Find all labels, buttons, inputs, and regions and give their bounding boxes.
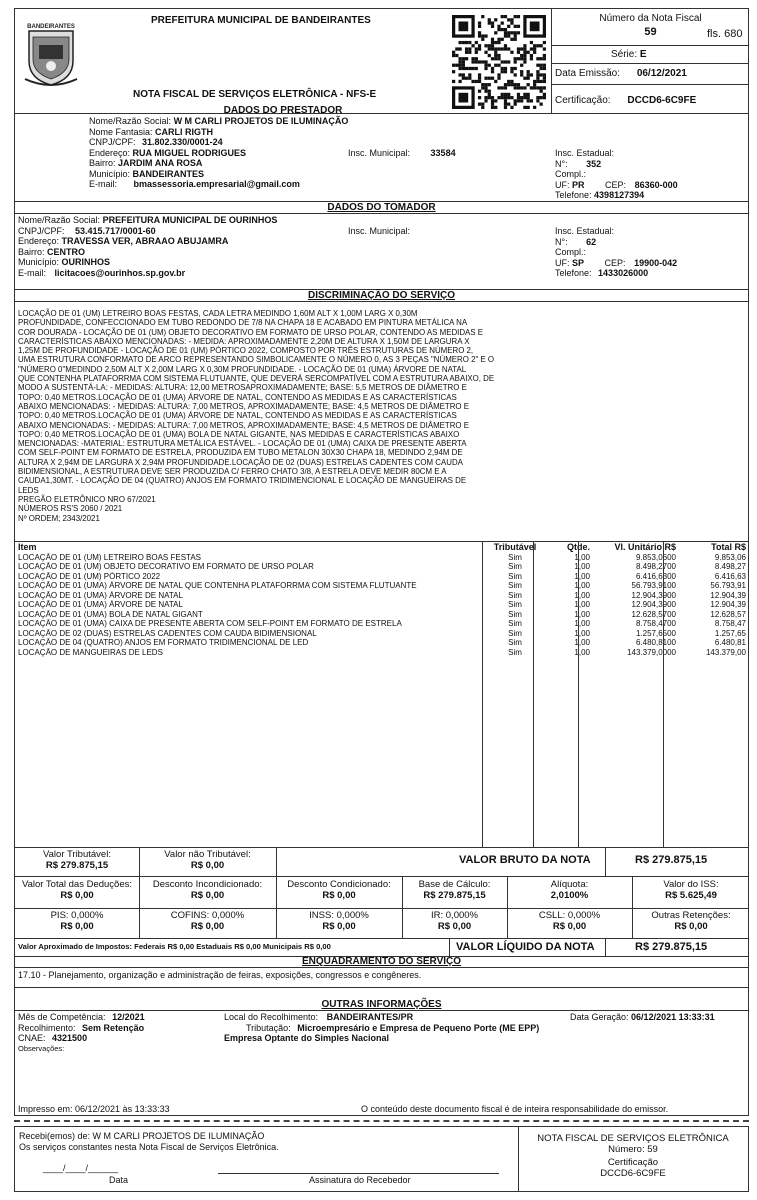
items-table <box>18 543 746 657</box>
valor-nao-tributavel: R$ 0,00 <box>190 860 225 871</box>
cell-item: LOCAÇÃO DE 01 (UMA) ÁRVORE DE NATAL QUE CONTENHA PLATAFORRMA COM SISTEMA FLUTUANTE <box>18 581 417 590</box>
discriminacao-line: BIDIMENSIONAL, A ESTRUTURA DEVE SER PRODUZIDA C/ FERRO CHATO 3/8, A ESTRELA DEVE MEDIR 80CM E A <box>18 467 447 477</box>
logo-text: BANDEIRANTES <box>27 24 75 30</box>
tomador-im-label: Insc. Municipal: <box>348 226 411 236</box>
cell-qtd: 1,00 <box>574 647 590 657</box>
simples-nacional: Empresa Optante do Simples Nacional <box>224 1033 390 1043</box>
tear-line <box>14 1120 749 1122</box>
responsabilidade-note: O conteúdo deste documento fiscal é de inteira responsabilidade do emissor. <box>361 1104 669 1114</box>
table-row <box>18 638 746 648</box>
discriminacao-line: Nº ORDEM; 2343/2021 <box>18 513 100 523</box>
valor-inss: R$ 0,00 <box>322 921 356 932</box>
cell-qtd: 1,00 <box>574 581 590 590</box>
table-row <box>18 591 746 601</box>
discriminacao-line: UMA ESTRUTURA CONFORMATO DE ARCO REPRESENTANDO SIMBOLICAMENTE O NÚMERO 0, AS 3 PEÇAS "NÚMERO 2" E O <box>18 355 495 365</box>
numero-value: 59 <box>644 26 657 38</box>
cell-unit: 56.793,9100 <box>631 581 676 590</box>
cnae: 4321500 <box>52 1033 88 1043</box>
cell-unit: 1.257,6500 <box>635 628 676 638</box>
discriminacao-line: 1,25M DE PROFUNDIDADE - LOCAÇÃO DE 01 (UM) PÓRTICO 2022, COMPOSTO POR TRÊS ESTRUTURAS DE NÚMERO 2, <box>18 346 474 356</box>
cell-unit: 12.904,3900 <box>631 600 676 609</box>
document-title: NOTA FISCAL DE SERVIÇOS ELETRÔNICA - NFS-E <box>133 89 377 100</box>
cell-total: 8.498,27 <box>714 562 746 571</box>
tomador-left: Nome/Razão Social: PREFEITURA MUNICIPAL DE OURINHOS CNPJ/CPF: 53.415.717/0001-60 Endereço: TRAVESSA VER, ABRAAO ABUJAMRA Bairro: CENTRO Município: OURINHOS E-mail: licitacoes@ourinhos.sp.gov.br <box>18 215 278 278</box>
numero-label: Número da Nota Fiscal <box>599 13 702 24</box>
recibo-box <box>14 1126 749 1192</box>
cell-qtd: 1,00 <box>574 600 590 609</box>
table-row <box>18 572 746 582</box>
data-geracao: 06/12/2021 13:33:31 <box>631 1012 715 1022</box>
prestador-im: 33584 <box>430 148 456 158</box>
data-label: Data <box>109 1175 129 1185</box>
discriminacao-line: ABAIXO MENCIONADAS: - MEDIDAS: ALTURA: 7,00 METROS, APROXIMADAMENTE; BASE: 4,5 METROS DE DIÂMETRO E <box>18 401 470 411</box>
discriminacao-line: CARACTERÍSTICAS ABAIXO MENCIONADAS: - MEDIDA: APROXIMADAMENTE 2,20M DE ALTURA X 1,50M DE LARGURA X <box>18 336 470 346</box>
table-row <box>18 600 746 610</box>
table-row <box>18 648 746 658</box>
table-row <box>18 610 746 620</box>
desconto-incondicionado: R$ 0,00 <box>190 890 225 901</box>
cert-label: Certificação: <box>555 95 611 106</box>
discriminacao-line: ABAIXO MENCIONADAS: - MEDIDAS: ALTURA: 7,00 METROS, APROXIMADAMENTE; BASE: 4,5 METROS DE DIÂMETRO E <box>18 420 470 430</box>
cert-value: DCCD6-6C9FE <box>627 95 697 106</box>
cell-unit: 8.498,2700 <box>635 562 676 571</box>
prefeitura-name: PREFEITURA MUNICIPAL DE BANDEIRANTES <box>151 15 371 26</box>
prestador-nome: W M CARLI PROJETOS DE ILUMINAÇÃO <box>173 116 349 126</box>
data-field[interactable]: ____/____/______ <box>43 1163 119 1173</box>
discriminacao-line: COR DOURADA - LOCAÇÃO DE 01 (UM) OBJETO DECORATIVO EM FORMATO DE URSO POLAR, CONTENDO AS MEDIDAS E <box>18 327 484 337</box>
cell-trib: Sim <box>508 552 522 562</box>
cell-total: 6.416,63 <box>714 571 746 581</box>
valor-ir: R$ 0,00 <box>437 921 472 932</box>
municipal-logo <box>21 19 81 89</box>
cell-trib: Sim <box>508 590 522 600</box>
discriminacao-line: MENCIONADAS: -MATERIAL: ESTRUTURA METÁLICA ESTÁVEL. - LOCAÇÃO DE 01 (UMA) CAIXA DE PRESENTE ABERTA <box>18 439 467 449</box>
emissao-value: 06/12/2021 <box>636 68 687 79</box>
page-stamp: fls. 680 <box>707 28 743 40</box>
tomador-bairro: CENTRO <box>47 246 86 257</box>
cell-trib: Sim <box>508 619 522 628</box>
prestador-endereco: RUA MIGUEL RODRIGUES <box>132 147 247 158</box>
discriminacao-line: PREGÃO ELETRÔNICO NRO 67/2021 <box>18 494 156 504</box>
valor-pis: R$ 0,00 <box>60 921 94 932</box>
outras-left: Mês de Competência: 12/2021 Recolhimento: Sem Retenção CNAE: 4321500 Observações: <box>18 1012 145 1053</box>
desconto-condicionado: R$ 0,00 <box>322 890 356 901</box>
recolhimento: Sem Retenção <box>82 1022 145 1033</box>
cell-trib: Sim <box>508 581 522 590</box>
serie-value: E <box>639 49 647 60</box>
tomador-nome: PREFEITURA MUNICIPAL DE OURINHOS <box>102 215 278 225</box>
tomador-cnpj: 53.415.717/0001-60 <box>75 225 156 236</box>
cell-trib: Sim <box>508 647 522 657</box>
valor-bruto: R$ 279.875,15 <box>635 854 708 866</box>
cell-qtd: 1,00 <box>574 590 590 600</box>
cell-trib: Sim <box>508 600 522 609</box>
valor-liquido: R$ 279.875,15 <box>635 941 708 953</box>
cell-unit: 6.480,8100 <box>635 638 676 647</box>
valor-liquido-label: VALOR LÍQUIDO DA NOTA <box>456 941 595 953</box>
assinatura-line[interactable] <box>218 1173 499 1174</box>
valor-cofins: R$ 0,00 <box>190 921 225 932</box>
discriminacao-line: MODO A SUSTENTÁ-LA: - MEDIDAS: ALTURA: 12,00 METROSAPROXIMADAMENTE; BASE: 5,5 METROS DE DIÂMETRO E <box>18 383 467 393</box>
cell-total: 143.379,00 <box>705 647 746 657</box>
impresso-em: Impresso em: 06/12/2021 às 13:33:33 <box>18 1104 170 1114</box>
discriminacao-line: COM SELF-POINT EM FORMATO DE ESTRELA, PRODUZIDA EM TUBO METALON 30X30 CHAPA 18, MEDINDO 2,94M DE <box>18 448 463 458</box>
cell-trib: Sim <box>508 562 522 571</box>
tomador-numero: 62 <box>586 236 597 247</box>
cell-item: LOCAÇÃO DE MANGUEIRAS DE LEDS <box>18 647 163 657</box>
tomador-telefone: 1433026000 <box>598 268 649 279</box>
cell-qtd: 1,00 <box>574 571 590 581</box>
cell-qtd: 1,00 <box>574 638 590 647</box>
emissao-label: Data Emissão: <box>555 68 621 79</box>
prestador-right: Insc. Estadual: N°: 352 Compl.: UF: PR CEP: 86360-000 Telefone: 4398127394 <box>555 148 678 200</box>
prestador-numero: 352 <box>586 158 602 169</box>
discriminacao-line: CAUDA1,30MT. - LOCAÇÃO DE 04 (QUATRO) ANJOS EM FORMATO TRIDIMENCIONAL E LOCAÇÃO DE MANGUEIRAS DE <box>18 476 467 486</box>
prestador-cep: 86360-000 <box>634 179 678 190</box>
discriminacao-line: TOPO: 0,40 METROS.LOCAÇÃO DE 01 (UMA) BOLA DE NATAL GIGANTE, NAS MEDIDAS E CARACTERÍSTICAS ABAIXO <box>18 429 460 439</box>
cell-item: LOCAÇÃO DE 01 (UM) PÓRTICO 2022 <box>18 571 161 581</box>
cell-item: LOCAÇÃO DE 04 (QUATRO) ANJOS EM FORMATO TRIDIMENCIONAL DE LED <box>18 638 309 647</box>
cell-trib: Sim <box>508 609 522 619</box>
cell-trib: Sim <box>508 628 522 638</box>
observacoes-label: Observações: <box>18 1043 65 1053</box>
cell-unit: 143.379,0000 <box>627 647 676 657</box>
recibo-line2: Os serviços constantes nesta Nota Fiscal de Serviços Eletrônica. <box>19 1142 279 1152</box>
table-row <box>18 619 746 629</box>
discriminacao-line: QUE CONTENHA PLATAFORRMA COM SISTEMA FLUTUANTE, QUE DEVERÁ SERCOMPATÍVEL COM A ESTRUTURA ABAIXO, DE <box>18 374 495 384</box>
valor-csll: R$ 0,00 <box>552 921 587 932</box>
discriminacao-line: TOPO: 0,40 METROS.LOCAÇÃO DE 01 (UMA) ÁRVORE DE NATAL, CONTENDO AS MEDIDAS E AS CARACTERÍSTICAS <box>18 392 457 402</box>
cell-total: 56.793,91 <box>710 581 746 590</box>
valor-iss: R$ 5.625,49 <box>665 890 717 901</box>
cell-trib: Sim <box>508 571 522 581</box>
table-row <box>18 553 746 563</box>
nfse-document: BANDEIRANTES PREFEITURA MUNICIPAL DE BANDEIRANTES NOTA FISCAL DE SERVIÇOS ELETRÔNICA - NFS-E Número da Nota Fiscal 59 fls. 680 Série: E Data Emissão: 06/12/2021 Certificação: DCCD6-6C9FE DADOS DO PRESTADOR Nome/Razão Social: W M CARLI PROJETOS DE ILUMINAÇÃO Nome Fantasia: CARLI RIGTH CNPJ/CPF: 31.802.330/0001-24 Endereço: RUA MIGUEL RODRIGUES Bairro: JARDIM ANA ROSA Município: BANDEIRANTES E-mail: bmassessoria.empresarial@gmail.com Insc. Municipal: 33584 Insc. Estadual: N°: 352 Compl.: UF: PR CEP: 86360-000 Telefone: 4398127394 DADOS DO TOMADOR Nome/Razão Social: PREFEITURA MUNICIPAL DE OURINHOS CNPJ/CPF: 53.415.717/0001-60 Endereço: TRAVESSA VER, ABRAAO ABUJAMRA Bairro: CENTRO Município: OURINHOS E-mail: licitacoes@ourinhos.sp.gov.br Insc. Municipal: Insc. Estadual: N°: 62 Compl.: UF: SP CEP: 19900-042 Telefone: 1433026000 DISCRIMINAÇÃO DO SERVIÇO LOCAÇÃO DE 01 (UM) LETREIRO BOAS FESTAS, CADA LETRA MEDINDO 1,60M ALT X 1,00M LARG X 0,30M PROFUNDIDADE, CONFECCIONADO EM TUBO REDONDO DE 7/8 NA CHAPA 18 E ACABADO EM PINTURA METÁLICA NA COR DOURADA - LOCAÇÃO DE 01 (UM) OBJETO DECORATIVO EM FORMATO DE URSO POLAR, CONTENDO AS MEDIDAS E CARACTERÍSTICAS ABAIXO MENCIONADAS: - MEDIDA: APROXIMADAMENTE 2,20M DE ALTURA X 1,50M DE LARGURA X 1,25M DE PROFUNDIDADE - LOCAÇÃO DE 01 (UM) PÓRTICO 2022, COMPOSTO POR TRÊS ESTRUTURAS DE NÚMERO 2, UMA ESTRUTURA CONFORMATO DE ARCO REPRESENTANDO SIMBOLICAMENTE O NÚMERO 0, AS 3 PEÇAS "NÚMERO 2" E O "NÚMERO 0"MEDINDO 2,50M ALT X 2,00M LARG X 0,30M PROFUNDIDADE. - LOCAÇÃO DE 01 (UMA) ÁRVORE DE NATAL QUE CONTENHA PLATAFORRMA COM SISTEMA FLUTUANTE, QUE DEVERÁ SERCOMPATÍVEL COM A ESTRUTURA ABAIXO, DE MODO A SUSTENTÁ-LA: - MEDIDAS: ALTURA: 12,00 METROSAPROXIMADAMENTE; BASE: 5,5 METROS DE DIÂMETRO E TOPO: 0,40 METROS.LOCAÇÃO DE 01 (UMA) ÁRVORE DE NATAL, CONTENDO AS MEDIDAS E AS CARACTERÍSTICAS ABAIXO MENCIONADAS: - MEDIDAS: ALTURA: 7,00 METROS, APROXIMADAMENTE; BASE: 4,5 METROS DE DIÂMETRO E TOPO: 0,40 METROS.LOCAÇÃO DE 01 (UMA) ÁRVORE DE NATAL, CONTENDO AS MEDIDAS E AS CARACTERÍSTICAS ABAIXO MENCIONADAS: - MEDIDAS: ALTURA: 7,00 METROS, APROXIMADAMENTE; BASE: 4,5 METROS DE DIÂMETRO E TOPO: 0,40 METROS.LOCAÇÃO DE 01 (UMA) BOLA DE NATAL GIGANTE, NAS MEDIDAS E CARACTERÍSTICAS ABAIXO MENCIONADAS: -MATERIAL: ESTRUTURA METÁLICA ESTÁVEL. - LOCAÇÃO DE 01 (UMA) CAIXA DE PRESENTE ABERTA COM SELF-POINT EM FORMATO DE ESTRELA, PRODUZIDA EM TUBO METALON 30X30 CHAPA 18, MEDINDO 2,94M DE ALTURA X 2,94M DE LARGURA X 2,94M PROFUNDIDADE.LOCAÇÃO DE 02 (DUAS) ESTRELAS CADENTES COM CAUDA BIDIMENSIONAL, A ESTRUTURA DEVE SER PRODUZIDA C/ FERRO CHATO 3/8, A ESTRELA DEVE MEDIR 80CM E A CAUDA1,30MT. - LOCAÇÃO DE 04 (QUATRO) ANJOS EM FORMATO TRIDIMENCIONAL E LOCAÇÃO DE MANGUEIRAS DE LEDS PREGÃO ELETRÔNICO NRO 67/2021 NÚMEROS RS'S 2060 / 2021 Nº ORDEM; 2343/2021 Item Tributável Qtde. Vl. Unitário R$ Total R$ LOCAÇÃO DE 01 (UM) LETREIRO BOAS FESTAS Sim 1,00 9.853,0600 9.853,06 LOCAÇÃO DE 01 (UM) OBJETO DECORATIVO EM FORMATO DE URSO POLAR Sim 1,00 8.498,2700 8.498,27 LOCAÇÃO DE 01 (UM) PÓRTICO 2022 Sim 1,00 6.416,6300 6.416,63 LOCAÇÃO DE 01 (UMA) ÁRVORE DE NATAL QUE CONTENHA PLATAFORRMA COM SISTEMA FLUTUANTE Sim 1,00 56.793,9100 56.793,91 LOCAÇÃO DE 01 (UMA) ÁRVORE DE NATAL Sim 1,00 12.904,3900 12.904,39 LOCAÇÃO DE 01 (UMA) ÁRVORE DE NATAL Sim 1,00 12.904,3900 12.904,39 LOCAÇÃO DE 01 (UMA) BOLA DE NATAL GIGANT Sim 1,00 12.628,5700 12.628,57 LOCAÇÃO DE 01 (UMA) CAIXA DE PRESENTE ABERTA COM SELF-POINT EM FORMATO DE ESTRELA Sim 1,00 8.758,4700 8.758,47 LOCAÇÃO DE 02 (DUAS) ESTRELAS CADENTES COM CAUDA BIDIMENSIONAL Sim 1,00 1.257,6500 1.257,65 LOCAÇÃO DE 04 (QUATRO) ANJOS EM FORMATO TRIDIMENCIONAL DE LED Sim 1,00 6.480,8100 6.480,81 LOCAÇÃO DE MANGUEIRAS DE LEDS Sim 1,00 143.379,0000 143.379,00 Valor Tributável: R$ 279.875,15 Valor não Tributável: R$ 0,00 VALOR BRUTO DA NOTA R$ 279.875,15 Valor Total das Deduções: R$ 0,00 Desconto Incondicionado: R$ 0,00 Desconto Condicionado: R$ 0,00 Base de Cálculo: R$ 279.875,15 Alíquota: 2,0100% Valor do ISS: R$ 5.625,49 PIS: 0,000% R$ 0,00 COFINS: 0,000% R$ 0,00 INSS: 0,000% R$ 0,00 IR: 0,000% R$ 0,00 CSLL: 0,000% R$ 0,00 Outras Retenções: R$ 0,00 Valor Aproximado de Impostos: Federais R$ 0,00 Estaduais R$ 0,00 Municipais R$ 0,00 VALOR LÍQUIDO DA NOTA R$ 279.875,15 ENQUADRAMENTO DO SERVIÇO 17.10 - Planejamento, organização e administração de feiras, exposições, congressos e congêneres. OUTRAS INFORMAÇÕES Mês de Competência: 12/2021 Recolhimento: Sem Retenção CNAE: 4321500 Observações: Local do Recolhimento: BANDEIRANTES/PR Tributação: Microempresário e Empresa de Pequeno Porte (ME EPP) Empresa Optante do Simples Nacional Data Geração: 06/12/2021 13:33:31 Impresso em: 06/12/2021 às 13:33:33 O conteúdo deste documento fiscal é de inteira responsabilidade do emissor. <box>14 8 749 1116</box>
discriminacao-text <box>18 309 746 523</box>
tomador-cep: 19900-042 <box>634 257 678 268</box>
tomador-email: licitacoes@ourinhos.sp.gov.br <box>54 267 186 278</box>
cell-unit: 12.904,3900 <box>631 590 676 600</box>
table-row <box>18 562 746 572</box>
serie-label: Série: <box>611 49 638 60</box>
cell-item: LOCAÇÃO DE 02 (DUAS) ESTRELAS CADENTES COM CAUDA BIDIMENSIONAL <box>18 628 317 638</box>
base-calculo: R$ 279.875,15 <box>423 890 486 901</box>
tomador-right: Insc. Estadual: N°: 62 Compl.: UF: SP CEP: 19900-042 Telefone: 1433026000 <box>555 226 678 279</box>
prestador-municipio: BANDEIRANTES <box>132 168 205 179</box>
outras-middle: Local do Recolhimento: BANDEIRANTES/PR Tributação: Microempresário e Empresa de Pequeno Porte (ME EPP) Empresa Optante do Simples Nacional <box>224 1012 540 1043</box>
enquadramento-text: 17.10 - Planejamento, organização e administração de feiras, exposições, congressos e congêneres. <box>18 970 422 980</box>
discriminacao-line: "NÚMERO 0"MEDINDO 2,50M ALT X 2,00M LARG X 0,30M PROFUNDIDADE. - LOCAÇÃO DE 01 (UMA) ÁRVORE DE NATAL <box>18 364 467 374</box>
tributos-aproximados: Valor Aproximado de Impostos: Federais R$ 0,00 Estaduais R$ 0,00 Municipais R$ 0,00 <box>18 942 331 951</box>
recibo-nf-numero: Número: 59 <box>608 1144 658 1155</box>
discriminacao-line: LOCAÇÃO DE 01 (UM) LETREIRO BOAS FESTAS, CADA LETRA MEDINDO 1,60M ALT X 1,00M LARG X 0,30M <box>18 309 418 318</box>
cell-item: LOCAÇÃO DE 01 (UM) OBJETO DECORATIVO EM FORMATO DE URSO POLAR <box>18 562 314 571</box>
table-row <box>18 581 746 591</box>
cell-qtd: 1,00 <box>574 552 590 562</box>
cell-qtd: 1,00 <box>574 609 590 619</box>
cell-total: 12.904,39 <box>710 600 746 609</box>
prestador-left: Nome/Razão Social: W M CARLI PROJETOS DE ILUMINAÇÃO Nome Fantasia: CARLI RIGTH CNPJ/CPF: 31.802.330/0001-24 Endereço: RUA MIGUEL RODRIGUES Bairro: JARDIM ANA ROSA Município: BANDEIRANTES E-mail: bmassessoria.empresarial@gmail.com <box>89 116 349 189</box>
recibo-cert: DCCD6-6C9FE <box>600 1168 666 1179</box>
cell-total: 9.853,06 <box>714 552 746 562</box>
prestador-section-title: DADOS DO PRESTADOR <box>223 105 343 116</box>
discriminacao-line: PROFUNDIDADE, CONFECCIONADO EM TUBO REDONDO DE 7/8 NA CHAPA 18 E ACABADO EM PINTURA METÁLICA NA <box>18 318 468 328</box>
cell-qtd: 1,00 <box>574 628 590 638</box>
recibo-nf-title: NOTA FISCAL DE SERVIÇOS ELETRÔNICA <box>537 1133 729 1144</box>
tomador-uf: SP <box>572 257 585 268</box>
discriminacao-section-title: DISCRIMINAÇÃO DO SERVIÇO <box>307 290 456 301</box>
prestador-cnpj: 31.802.330/0001-24 <box>142 137 223 147</box>
discriminacao-line: NÚMEROS RS'S 2060 / 2021 <box>18 504 123 514</box>
tomador-endereco: TRAVESSA VER, ABRAAO ABUJAMRA <box>61 236 229 247</box>
cell-total: 8.758,47 <box>714 619 746 628</box>
enquadramento-section-title: ENQUADRAMENTO DO SERVIÇO <box>301 956 462 967</box>
outras-section-title: OUTRAS INFORMAÇÕES <box>321 999 442 1010</box>
valor-deducoes: R$ 0,00 <box>60 890 94 901</box>
cell-total: 6.480,81 <box>714 638 746 647</box>
tomador-section-title: DADOS DO TOMADOR <box>327 202 436 213</box>
discriminacao-line: ALTURA X 2,94M DE LARGURA X 2,94M PROFUNDIDADE.LOCAÇÃO DE 02 (DUAS) ESTRELAS CADENTES COM CAUDA <box>18 457 463 467</box>
assinatura-label: Assinatura do Recebedor <box>309 1175 411 1185</box>
recibo-cert-label: Certificação <box>607 1157 659 1168</box>
tributacao: Microempresário e Empresa de Pequeno Porte (ME EPP) <box>297 1022 540 1033</box>
cell-item: LOCAÇÃO DE 01 (UM) LETREIRO BOAS FESTAS <box>18 552 201 562</box>
discriminacao-line: LEDS <box>18 485 39 495</box>
local-recolhimento: BANDEIRANTES/PR <box>326 1012 414 1022</box>
valor-tributavel: R$ 279.875,15 <box>45 860 109 871</box>
cell-qtd: 1,00 <box>574 619 590 628</box>
discriminacao-line: TOPO: 0,40 METROS.LOCAÇÃO DE 01 (UMA) ÁRVORE DE NATAL, CONTENDO AS MEDIDAS E AS CARACTERÍSTICAS <box>18 411 457 421</box>
cell-total: 12.628,57 <box>710 609 746 619</box>
cell-unit: 8.758,4700 <box>635 619 676 628</box>
qr-code <box>452 15 546 109</box>
outras-retencoes: R$ 0,00 <box>674 921 708 932</box>
cell-qtd: 1,00 <box>574 562 590 571</box>
table-row <box>18 629 746 639</box>
cell-unit: 6.416,6300 <box>635 571 676 581</box>
aliquota: 2,0100% <box>550 890 589 901</box>
cell-unit: 12.628,5700 <box>631 609 676 619</box>
prestador-email: bmassessoria.empresarial@gmail.com <box>133 179 300 189</box>
cell-unit: 9.853,0600 <box>635 552 676 562</box>
cell-item: LOCAÇÃO DE 01 (UMA) BOLA DE NATAL GIGANT <box>18 609 203 619</box>
valor-bruto-label: VALOR BRUTO DA NOTA <box>459 854 591 866</box>
cell-total: 1.257,65 <box>714 628 746 638</box>
recibo-line1: Recebi(emos) de: W M CARLI PROJETOS DE ILUMINAÇÃO <box>19 1131 265 1141</box>
cell-item: LOCAÇÃO DE 01 (UMA) ÁRVORE DE NATAL <box>18 590 183 600</box>
items-header: Item Tributável Qtde. Vl. Unitário R$ Total R$ <box>18 542 746 552</box>
prestador-fantasia: CARLI RIGTH <box>155 126 214 137</box>
cell-item: LOCAÇÃO DE 01 (UMA) CAIXA DE PRESENTE ABERTA COM SELF-POINT EM FORMATO DE ESTRELA <box>18 619 402 628</box>
prestador-uf: PR <box>572 179 585 190</box>
cell-item: LOCAÇÃO DE 01 (UMA) ÁRVORE DE NATAL <box>18 600 183 609</box>
mes-competencia: 12/2021 <box>112 1012 145 1022</box>
prestador-telefone: 4398127394 <box>594 190 645 200</box>
cell-trib: Sim <box>508 638 522 647</box>
prestador-bairro: JARDIM ANA ROSA <box>118 158 203 168</box>
recibo-nf-box <box>518 1133 748 1179</box>
cell-total: 12.904,39 <box>710 590 746 600</box>
tomador-municipio: OURINHOS <box>61 257 111 268</box>
